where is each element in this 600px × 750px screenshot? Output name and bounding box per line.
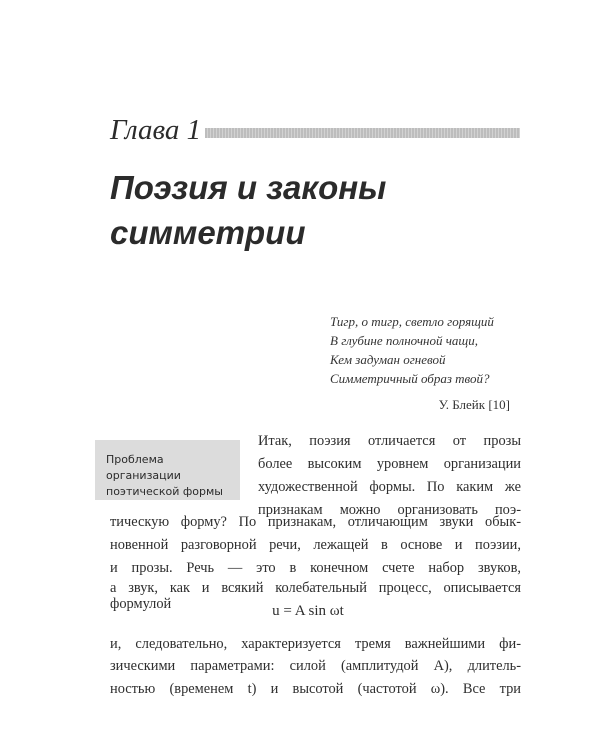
epigraph-line: В глубине полночной чащи, [330,333,478,348]
margin-note-text [106,452,223,500]
epigraph-line: Тигр, о тигр, светло горящий [330,314,494,329]
body-text-line: и, следовательно, характеризуется тремя важнейшими фи- [110,636,521,652]
margin-note-line: организации [106,469,181,482]
chapter-label: Глава 1 [110,114,202,146]
epigraph [330,312,520,388]
body-text-line: зическими параметрами: силой (амплитудой A), длитель- [110,658,521,674]
epigraph-author: У. Блейк [10] [438,397,510,412]
body-text-line: тическую форму? По признакам, отличающим звуки обык- [110,514,521,530]
epigraph-line: Кем задуман огневой [330,352,446,367]
chapter-decorative-rule [205,128,520,138]
body-text-line: признакам можно организовать поэ- [258,502,521,518]
body-text-line: более высоким уровнем организации [258,456,521,472]
body-text-line: художественной формы. По каким же [258,479,521,495]
margin-note-box [95,440,240,500]
formula: u = A sin ωt [272,603,344,619]
body-text-line: и прозы. Речь — это в конечном счете набор звуков, [110,560,521,576]
chapter-title [110,165,530,255]
epigraph-line: Симметричный образ твой? [330,371,490,386]
margin-note-line: поэтической формы [106,485,223,498]
body-text-line: новенной разговорной речи, лежащей в основе и поэзии, [110,537,521,553]
body-text-line: ностью (временем t) и высотой (частотой ω). Все три [110,681,521,697]
chapter-title-line: симметрии [110,214,306,251]
body-text-line: Итак, поэзия отличается от прозы [258,433,521,449]
body-text-line: а звук, как и всякий колебательный процесс, описывается [110,580,521,596]
margin-note-line: Проблема [106,453,164,466]
body-text-line: формулой [110,596,172,612]
chapter-title-line: Поэзия и законы [110,169,387,206]
